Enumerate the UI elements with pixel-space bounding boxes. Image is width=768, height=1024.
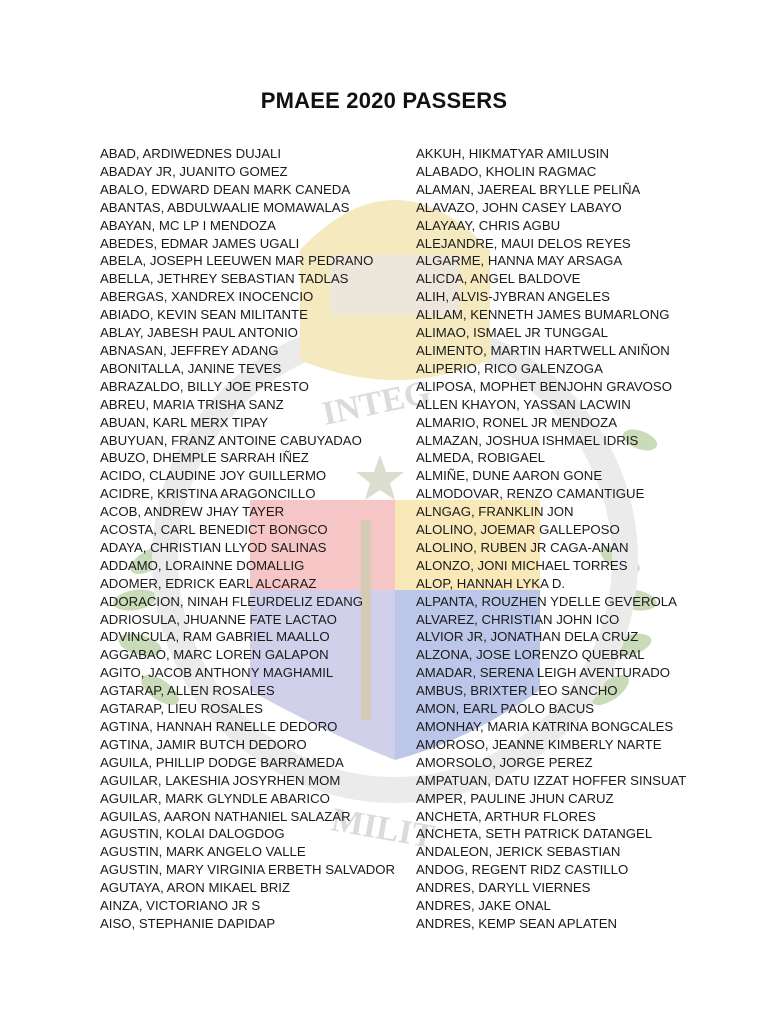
passer-name: ALEJANDRE, MAUI DELOS REYES — [416, 235, 631, 251]
passer-name: ALNGAG, FRANKLIN JON — [416, 504, 574, 520]
passer-name: ALOLINO, JOEMAR GALLEPOSO — [416, 522, 620, 538]
passer-name: ANCHETA, ARTHUR FLORES — [416, 808, 596, 824]
passer-name: ANDRES, KEMP SEAN APLATEN — [416, 915, 618, 931]
passer-name: ALLEN KHAYON, YASSAN LACWIN — [416, 396, 631, 412]
passer-name: ALPANTA, ROUZHEN YDELLE GEVEROLA — [416, 593, 677, 609]
passer-name: ABONITALLA, JANINE TEVES — [100, 360, 282, 376]
passer-name: ADDAMO, LORAINNE DOMALLIG — [100, 557, 305, 573]
passer-name: ANDALEON, JERICK SEBASTIAN — [416, 844, 621, 860]
passer-name: AGUILA, PHILLIP DODGE BARRAMEDA — [100, 754, 344, 770]
passer-name: ALIMAO, ISMAEL JR TUNGGAL — [416, 325, 608, 341]
passer-name: ABERGAS, XANDREX INOCENCIO — [100, 289, 314, 305]
watermark-text-top: INTEG — [318, 373, 434, 433]
passer-name: ALMIÑE, DUNE AARON GONE — [416, 468, 603, 484]
passer-name: ACIDO, CLAUDINE JOY GUILLERMO — [100, 468, 327, 484]
passer-name: ANDRES, JAKE ONAL — [416, 898, 551, 914]
passer-name: AGUTAYA, ARON MIKAEL BRIZ — [100, 880, 291, 896]
passer-name: ALVAREZ, CHRISTIAN JOHN ICO — [416, 611, 620, 627]
passer-name: AMON, EARL PAOLO BACUS — [416, 701, 595, 717]
passer-name: ABEDES, EDMAR JAMES UGALI — [100, 235, 300, 251]
passer-name: ABRAZALDO, BILLY JOE PRESTO — [100, 378, 309, 394]
passer-name: ALABADO, KHOLIN RAGMAC — [416, 163, 597, 179]
passer-name: ACIDRE, KRISTINA ARAGONCILLO — [100, 486, 316, 502]
passer-name: AMORSOLO, JORGE PEREZ — [416, 754, 593, 770]
passer-name: ADORACION, NINAH FLEURDELIZ EDANG — [100, 593, 364, 609]
page-title: PMAEE 2020 PASSERS — [260, 88, 508, 113]
passer-name: ADOMER, EDRICK EARL ALCARAZ — [100, 575, 317, 591]
passer-name: ABREU, MARIA TRISHA SANZ — [100, 396, 284, 412]
passer-name: AISO, STEPHANIE DAPIDAP — [100, 915, 276, 931]
passer-name: AMBUS, BRIXTER LEO SANCHO — [416, 683, 618, 699]
passer-name: ALAYAAY, CHRIS AGBU — [416, 217, 561, 233]
passer-name: ANDOG, REGENT RIDZ CASTILLO — [416, 862, 629, 878]
passer-name: ALMODOVAR, RENZO CAMANTIGUE — [416, 486, 645, 502]
passer-name: AGTARAP, LIEU ROSALES — [100, 701, 263, 717]
passer-name: AINZA, VICTORIANO JR S — [100, 898, 261, 914]
passer-name: ALIPERIO, RICO GALENZOGA — [416, 360, 603, 376]
passer-name: ABAYAN, MC LP I MENDOZA — [100, 217, 276, 233]
passer-name: ALIMENTO, MARTIN HARTWELL ANIÑON — [416, 342, 670, 358]
passer-name: ALMEDA, ROBIGAEL — [416, 450, 545, 466]
passer-name: AGTINA, HANNAH RANELLE DEDORO — [100, 719, 338, 734]
passer-name: ALOP, HANNAH LYKA D. — [416, 575, 566, 591]
passer-name: AGUSTIN, MARK ANGELO VALLE — [100, 844, 306, 860]
passer-name: ABUZO, DHEMPLE SARRAH IÑEZ — [100, 450, 309, 466]
passer-name: ALMAZAN, JOSHUA ISHMAEL IDRIS — [416, 432, 639, 448]
passer-name: ADRIOSULA, JHUANNE FATE LACTAO — [100, 611, 337, 627]
passer-name: ABLAY, JABESH PAUL ANTONIO — [100, 325, 298, 341]
passer-name: AMADAR, SERENA LEIGH AVENTURADO — [416, 665, 671, 681]
passer-name: AGUSTIN, KOLAI DALOGDOG — [100, 826, 285, 842]
passer-name: ADAYA, CHRISTIAN LLYOD SALINAS — [100, 539, 327, 555]
passer-name: AGUILAS, AARON NATHANIEL SALAZAR — [100, 808, 351, 824]
passer-name: AGUILAR, LAKESHIA JOSYRHEN MOM — [100, 772, 341, 788]
passer-name: ALIPOSA, MOPHET BENJOHN GRAVOSO — [416, 378, 672, 394]
passer-name: ALAVAZO, JOHN CASEY LABAYO — [416, 199, 622, 215]
passer-name: AGGABAO, MARC LOREN GALAPON — [100, 647, 329, 663]
passer-name: ABELA, JOSEPH LEEUWEN MAR PEDRANO — [100, 253, 374, 269]
passer-name: ALMARIO, RONEL JR MENDOZA — [416, 414, 618, 430]
passer-name: ACOB, ANDREW JHAY TAYER — [100, 504, 285, 520]
passer-name: ANDRES, DARYLL VIERNES — [416, 880, 591, 896]
passer-name: ALOLINO, RUBEN JR CAGA-ANAN — [416, 539, 629, 555]
passer-name: ABUYUAN, FRANZ ANTOINE CABUYADAO — [100, 432, 362, 448]
passer-name: ANCHETA, SETH PATRICK DATANGEL — [416, 826, 653, 842]
passer-name: AGTARAP, ALLEN ROSALES — [100, 683, 275, 699]
passer-name: ABIADO, KEVIN SEAN MILITANTE — [100, 307, 308, 323]
passer-name: ACOSTA, CARL BENEDICT BONGCO — [100, 522, 328, 538]
passer-name: ABALO, EDWARD DEAN MARK CANEDA — [100, 181, 351, 197]
passer-name: ALGARME, HANNA MAY ARSAGA — [416, 253, 623, 269]
passer-name: AGUSTIN, MARY VIRGINIA ERBETH SALVADOR — [100, 862, 396, 878]
passers-list-right — [416, 145, 686, 933]
passer-name: AMOROSO, JEANNE KIMBERLY NARTE — [416, 736, 662, 752]
passer-name: AGUILAR, MARK GLYNDLE ABARICO — [100, 790, 330, 806]
passer-name: ABADAY JR, JUANITO GOMEZ — [100, 163, 288, 179]
passer-name: ABNASAN, JEFFREY ADANG — [100, 342, 279, 358]
passer-name: AMONHAY, MARIA KATRINA BONGCALES — [416, 719, 674, 734]
passer-name: ALZONA, JOSE LORENZO QUEBRAL — [416, 647, 645, 663]
passer-name: ABUAN, KARL MERX TIPAY — [100, 414, 269, 430]
passer-name: ALVIOR JR, JONATHAN DELA CRUZ — [416, 629, 639, 645]
passer-name: AKKUH, HIKMATYAR AMILUSIN — [416, 146, 609, 161]
passers-list-left — [100, 145, 395, 933]
passer-name: ALONZO, JONI MICHAEL TORRES — [416, 557, 628, 573]
passer-name: ALAMAN, JAEREAL BRYLLE PELIÑA — [416, 181, 641, 197]
passer-name: AGTINA, JAMIR BUTCH DEDORO — [100, 736, 307, 752]
passer-name: ABELLA, JETHREY SEBASTIAN TADLAS — [100, 271, 349, 287]
passer-name: ADVINCULA, RAM GABRIEL MAALLO — [100, 629, 330, 645]
watermark-text-bottom: MILIT — [328, 801, 438, 856]
passer-name: AGITO, JACOB ANTHONY MAGHAMIL — [100, 665, 334, 681]
passer-name: ABANTAS, ABDULWAALIE MOMAWALAS — [100, 199, 350, 215]
passer-name: ALICDA, ANGEL BALDOVE — [416, 271, 581, 287]
passer-name: ABAD, ARDIWEDNES DUJALI — [100, 146, 281, 161]
passer-name: ALIH, ALVIS-JYBRAN ANGELES — [416, 289, 610, 305]
passer-name: ALILAM, KENNETH JAMES BUMARLONG — [416, 307, 670, 323]
passer-name: AMPATUAN, DATU IZZAT HOFFER SINSUAT — [416, 772, 687, 788]
passer-name: AMPER, PAULINE JHUN CARUZ — [416, 790, 614, 806]
